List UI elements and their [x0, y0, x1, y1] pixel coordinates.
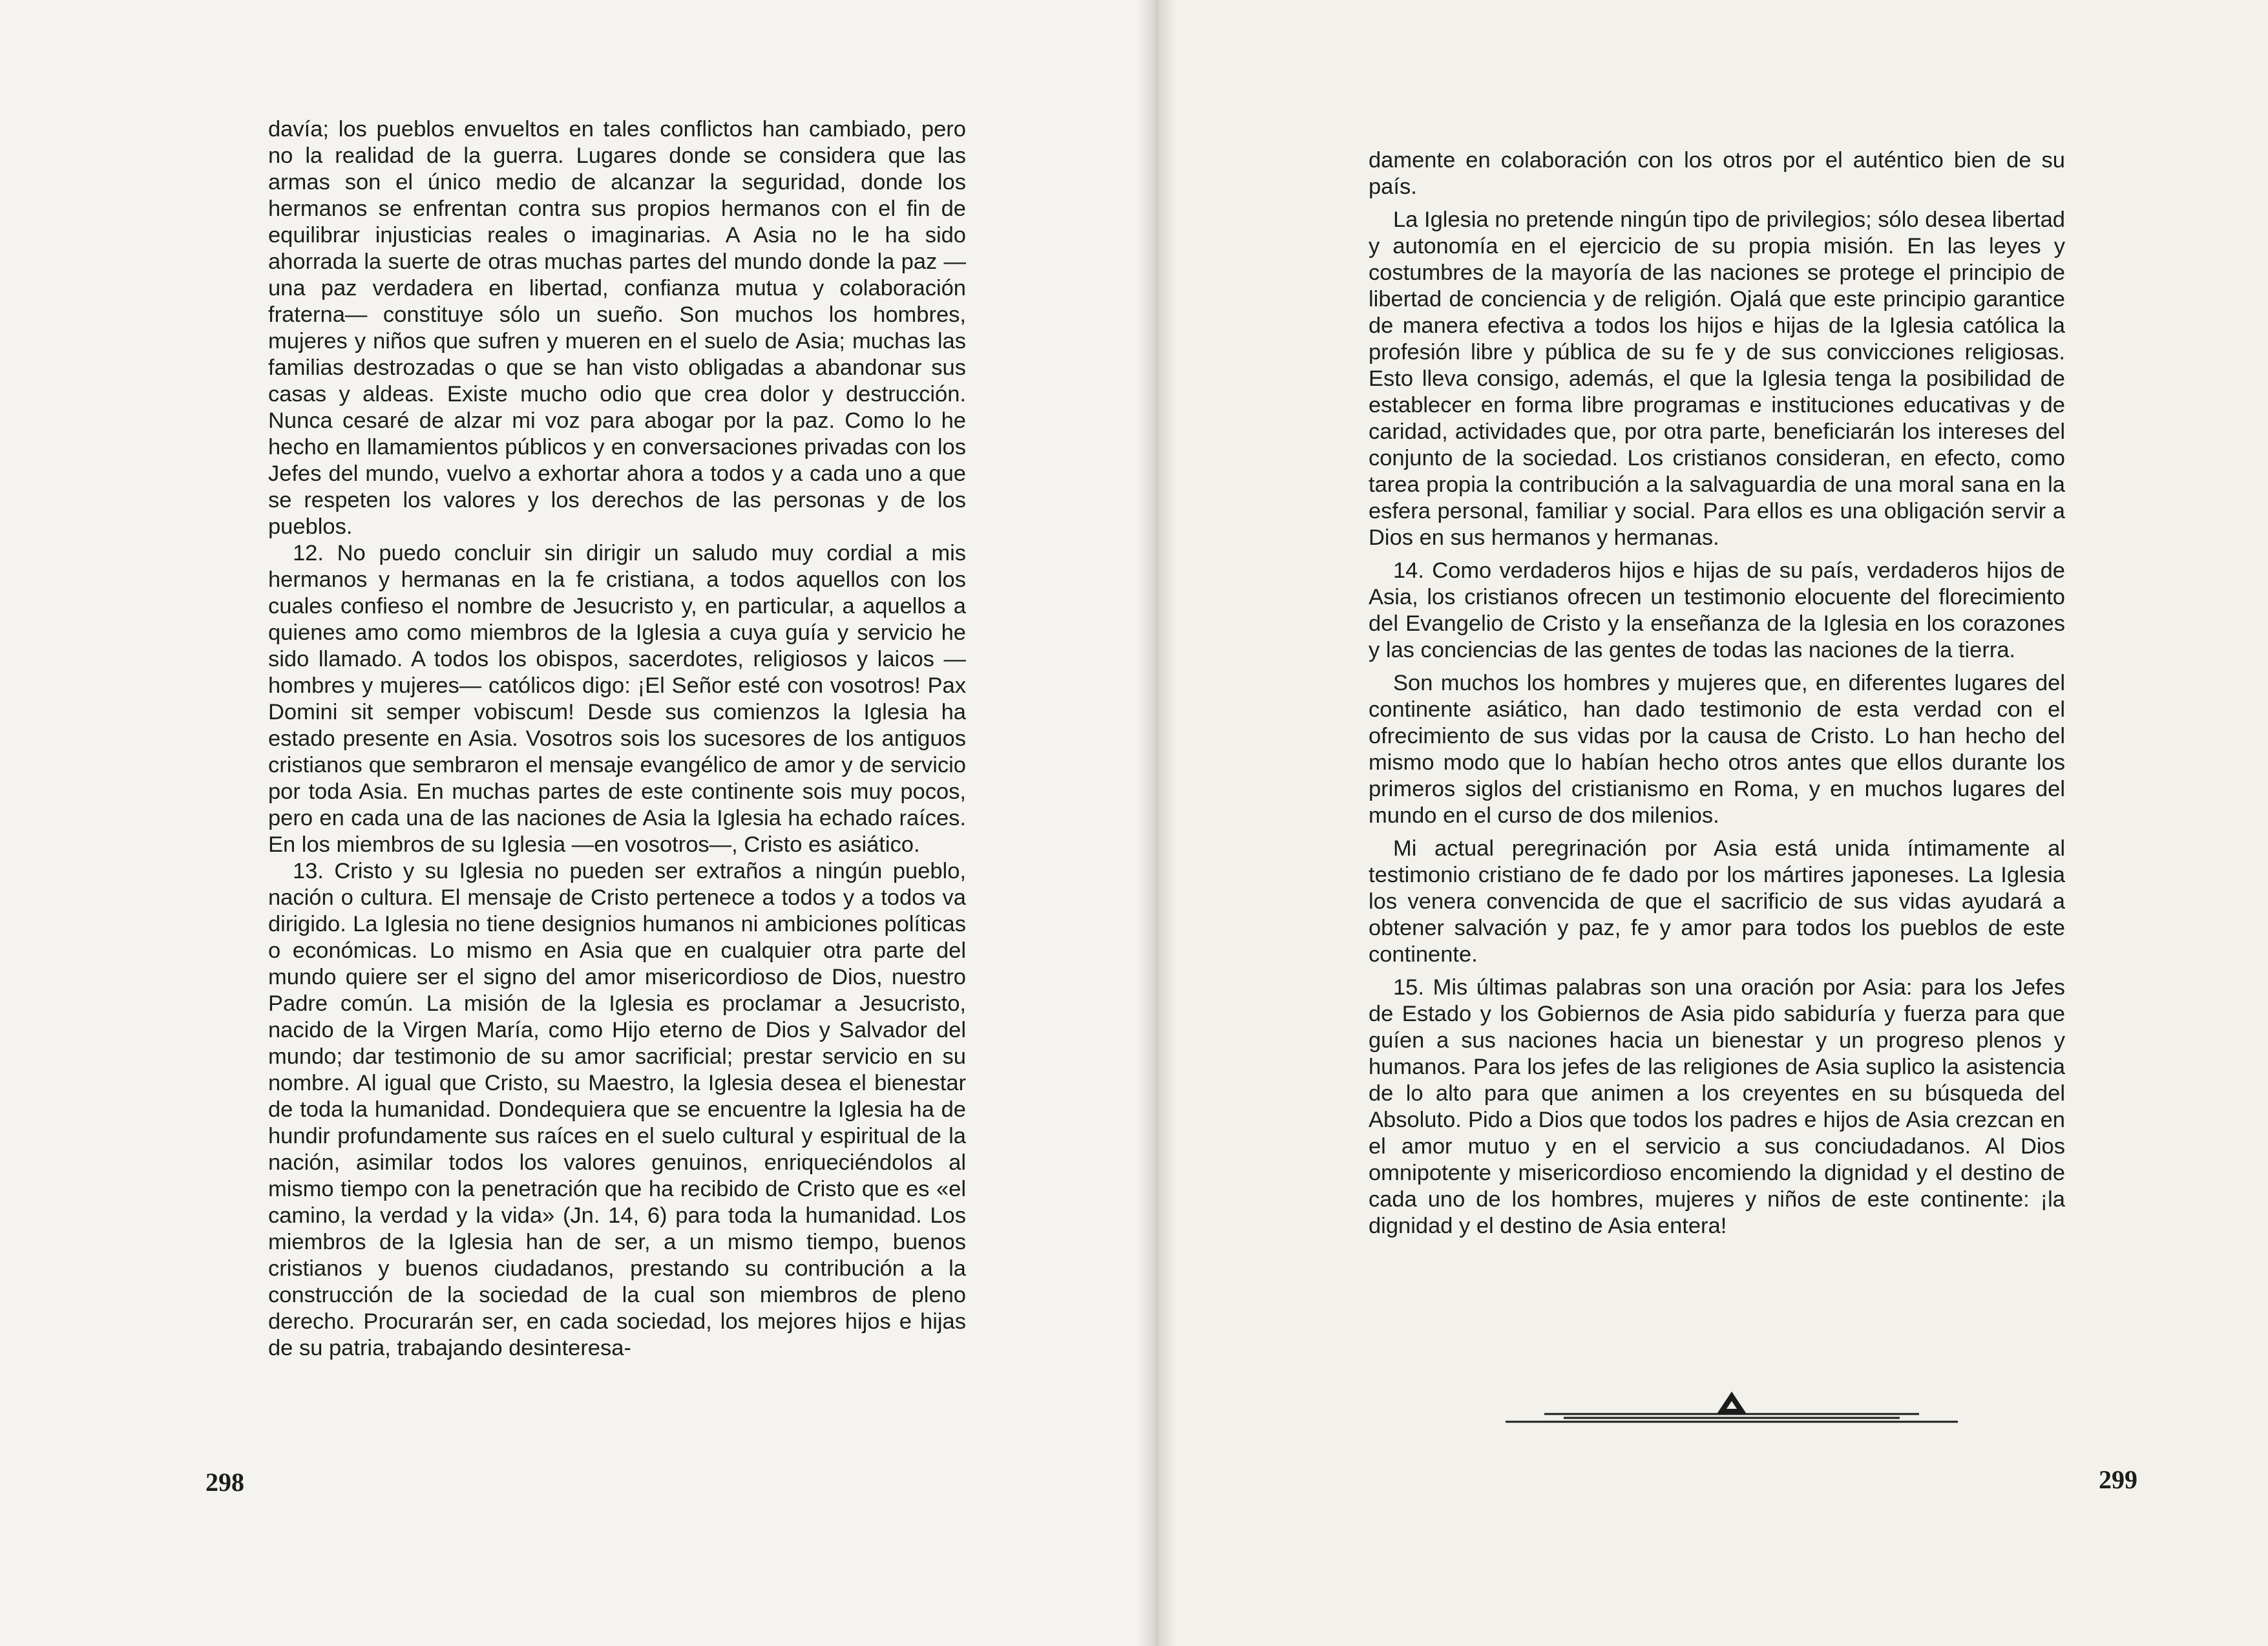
book-gutter: [1137, 0, 1176, 1646]
right-page-text: [1369, 147, 2065, 1240]
paragraph: Mi actual peregrinación por Asia está unida íntimamente al testimonio cristiano de fe dado por los mártires japoneses. La Iglesia los venera convencida de que el sacrificio de sus vidas ayudará a obtener salvación y paz, fe y amor para todos los pueblos de este continente.: [1369, 836, 2065, 967]
paragraph: 15. Mis últimas palabras son una oración por Asia: para los Jefes de Estado y los Gobiernos de Asia pido sabiduría y fuerza para que guíen a sus naciones hacia un bienestar y un progreso plenos y humanos. Para los jefes de las religiones de Asia suplico la asistencia de lo alto para que animen a los creyentes en su búsqueda del Absoluto. Pido a Dios que todos los padres e hijos de Asia crezcan en el amor mutuo y en el servicio a sus conciudadanos. Al Dios omnipotente y misericordioso encomiendo la dignidad y el destino de cada uno de los hombres, mujeres y niños de este continente: ¡la dignidad y el destino de Asia entera!: [1369, 975, 2065, 1238]
paragraph: davía; los pueblos envueltos en tales conflictos han cambiado, pero no la realidad de la guerra. Lugares donde se considera que las armas son el único medio de alcanzar la seguridad, donde los hermanos se enfrentan contra sus propios hermanos con el fin de equilibrar injusticias reales o imaginarias. A Asia no le ha sido ahorrada la suerte de otras muchas partes del mundo donde la paz —una paz verdadera en libertad, confianza mutua y colaboración fraterna— constituye sólo un sueño. Son muchos los hombres, mujeres y niños que sufren y mueren en el suelo de Asia; muchas las familias destrozadas o que se han visto obligadas a abandonar sus casas y aldeas. Existe mucho odio que crea dolor y destrucción. Nunca cesaré de alzar mi voz para abogar por la paz. Como lo he hecho en llamamientos públicos y en conversaciones privadas con los Jefes del mundo, vuelvo a exhortar ahora a todos y a cada uno a que se respeten los valores y los derechos de las personas y de los pueblos.: [268, 117, 966, 539]
paragraph: Son muchos los hombres y mujeres que, en diferentes lugares del continente asiático, han dado testimonio de esta verdad con el ofrecimiento de sus vidas por la causa de Cristo. Lo han hecho del mismo modo que lo habían hecho otros antes que ellos durante los primeros siglos del cristianismo en Roma, y en muchos lugares del mundo en el curso de dos milenios.: [1369, 671, 2065, 828]
end-ornament: [1493, 1388, 1971, 1427]
page-number: 298: [205, 1468, 244, 1497]
paragraph: 13. Cristo y su Iglesia no pueden ser extraños a ningún pueblo, nación o cultura. El mensaje de Cristo pertenece a todos y a todos va dirigido. La Iglesia no tiene designios humanos ni ambiciones políticas o económicas. Lo mismo en Asia que en cualquier otra parte del mundo quiere ser el signo del amor misericordioso de Dios, nuestro Padre común. La misión de la Iglesia es proclamar a Jesucristo, nacido de la Virgen María, como Hijo eterno de Dios y Salvador del mundo; dar testimonio de su amor sacrificial; prestar servicio en su nombre. Al igual que Cristo, su Maestro, la Iglesia desea el bienestar de toda la humanidad. Dondequiera que se encuentre la Iglesia ha de hundir profundamente sus raíces en el suelo cultural y espiritual de la nación, asimilar todos los valores genuinos, enriqueciéndolos al mismo tiempo con la penetración que ha recibido de Cristo que es «el camino, la verdad y la vida» (Jn. 14, 6) para toda la humanidad. Los miembros de la Iglesia han de ser, a un mismo tiempo, buenos cristianos y buenos ciudadanos, prestando su contribución a la construcción de la sociedad de la cual son miembros de pleno derecho. Procurarán ser, en cada sociedad, los mejores hijos e hijas de su patria, trabajando desinteresa-: [268, 859, 966, 1360]
page-number: 299: [2099, 1465, 2137, 1494]
paragraph: damente en colaboración con los otros por el auténtico bien de su país.: [1369, 148, 2065, 199]
paragraph: 12. No puedo concluir sin dirigir un saludo muy cordial a mis hermanos y hermanas en la fe cristiana, a todos aquellos con los cuales confieso el nombre de Jesucristo y, en particular, a aquellos a quienes amo como miembros de la Iglesia a cuya guía y servicio he sido llamado. A todos los obispos, sacerdotes, religiosos y laicos —hombres y mujeres— católicos digo: ¡El Señor esté con vosotros! Pax Domini sit semper vobiscum! Desde sus comienzos la Iglesia ha estado presente en Asia. Vosotros sois los sucesores de los antiguos cristianos que sembraron el mensaje evangélico de amor y de servicio por toda Asia. En muchas partes de este continente sois muy pocos, pero en cada una de las naciones de Asia la Iglesia ha echado raíces. En los miembros de su Iglesia —en vosotros—, Cristo es asiático.: [268, 541, 966, 857]
paragraph: 14. Como verdaderos hijos e hijas de su país, verdaderos hijos de Asia, los cristianos ofrecen un testimonio elocuente del florecimiento del Evangelio de Cristo y la enseñanza de la Iglesia en los corazones y las conciencias de las gentes de todas las naciones de la tierra.: [1369, 558, 2065, 662]
left-page-text: [268, 116, 966, 1362]
paragraph: La Iglesia no pretende ningún tipo de privilegios; sólo desea libertad y autonomía en el ejercicio de su propia misión. En las leyes y costumbres de la mayoría de las naciones se protege el principio de libertad de conciencia y de religión. Ojalá que este principio garantice de manera efectiva a todos los hijos e hijas de la Iglesia católica la profesión libre y pública de su fe y de sus convicciones religiosas. Esto lleva consigo, además, el que la Iglesia tenga la posibilidad de establecer en forma libre programas e instituciones educativas y de caridad, actividades que, por otra parte, beneficiarán los intereses del conjunto de la sociedad. Los cristianos consideran, en efecto, como tarea propia la contribución a la salvaguardia de una moral sana en la esfera personal, familiar y social. Para ellos es una obligación servir a Dios en sus hermanos y hermanas.: [1369, 207, 2065, 550]
